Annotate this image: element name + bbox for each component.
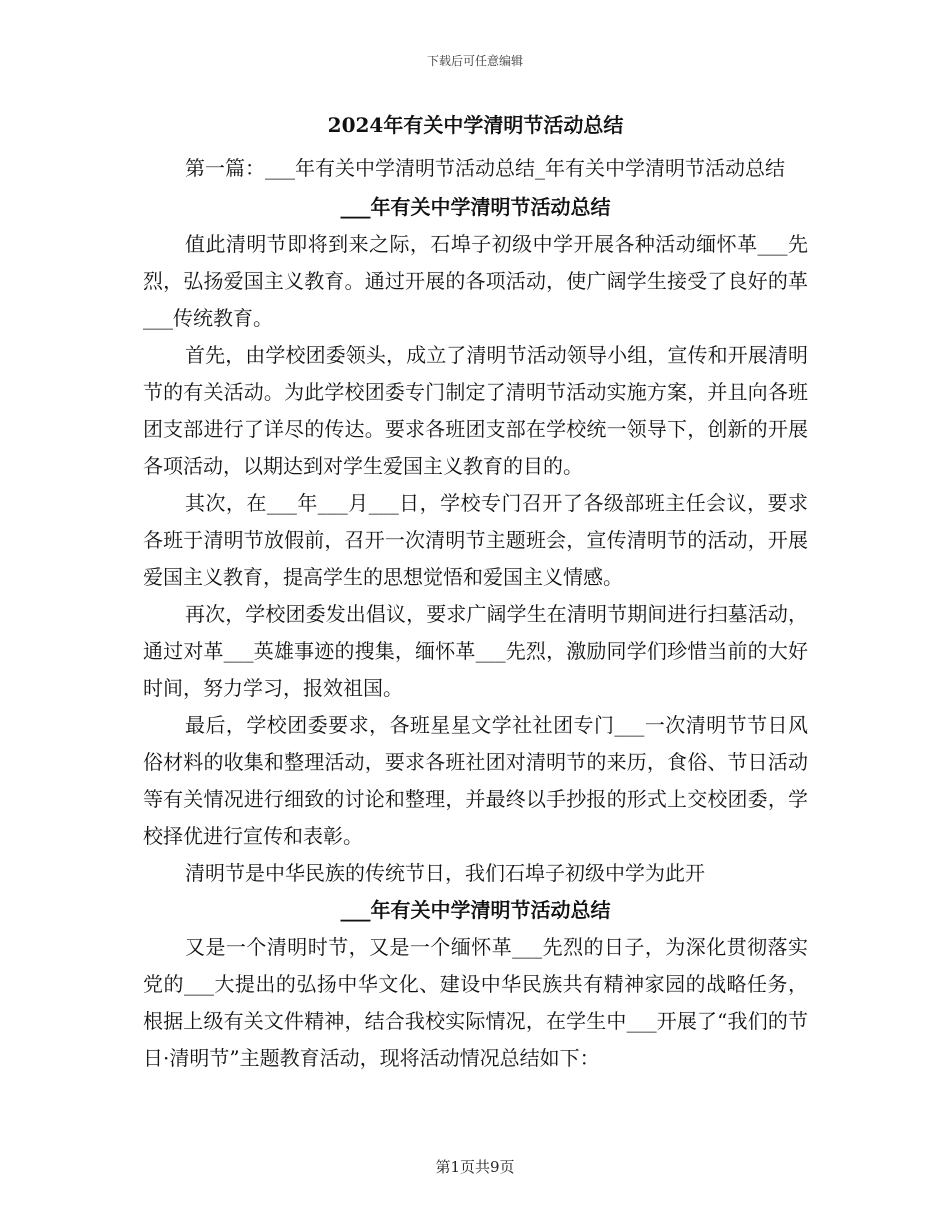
paragraph: 其次，在___年___月___日，学校专门召开了各级部班主任会议，要求各班于清明节放假前，召开一次清明节主题班会，宣传清明节的活动，开展爱国主义教育，提高学生的思想觉悟和爱国主义情感。 xyxy=(143,491,808,589)
section-2-title: ___年有关中学清明节活动总结 xyxy=(340,898,611,922)
section-1-title: ___年有关中学清明节活动总结 xyxy=(340,195,611,219)
paragraph: 再次，学校团委发出倡议，要求广阔学生在清明节期间进行扫墓活动，通过对革___英雄事迹的搜集，缅怀革___先烈，激励同学们珍惜当前的大好时间，努力学习，报效祖国。 xyxy=(143,602,808,700)
paragraph: 首先，由学校团委领头，成立了清明节活动领导小组，宣传和开展清明节的有关活动。为此学校团委专门制定了清明节活动实施方案，并且向各班团支部进行了详尽的传达。要求各班团支部在学校统一领导下，创新的开展各项活动，以期达到对学生爱国主义教育的目的。 xyxy=(143,343,808,478)
document-body xyxy=(143,108,808,1077)
document-title: 2024年有关中学清明节活动总结 xyxy=(327,113,624,137)
page-footer: 第1页共9页 xyxy=(435,1158,515,1176)
paragraph: 又是一个清明时节，又是一个缅怀革___先烈的日子，为深化贯彻落实党的___大提出的弘扬中华文化、建设中华民族共有精神家园的战略任务，根据上级有关文件精神，结合我校实际情况，在学生中___开展了“我们的节日·清明节”主题教育活动，现将活动情况总结如下： xyxy=(143,935,808,1070)
paragraph: 清明节是中华民族的传统节日，我们石埠子初级中学为此开 xyxy=(185,861,705,885)
paragraph: 值此清明节即将到来之际，石埠子初级中学开展各种活动缅怀革___先烈，弘扬爱国主义教育。通过开展的各项活动，使广阔学生接受了良好的革___传统教育。 xyxy=(143,232,808,330)
paragraph: 最后，学校团委要求，各班星星文学社社团专门___一次清明节节日风俗材料的收集和整理活动，要求各班社团对清明节的来历，食俗、节日活动等有关情况进行细致的讨论和整理，并最终以手抄报的形式上交校团委，学校择优进行宣传和表彰。 xyxy=(143,713,808,848)
intro-paragraph: 第一篇：___年有关中学清明节活动总结_年有关中学清明节活动总结 xyxy=(185,156,785,180)
page-header-note: 下载后可任意编辑 xyxy=(426,54,523,68)
